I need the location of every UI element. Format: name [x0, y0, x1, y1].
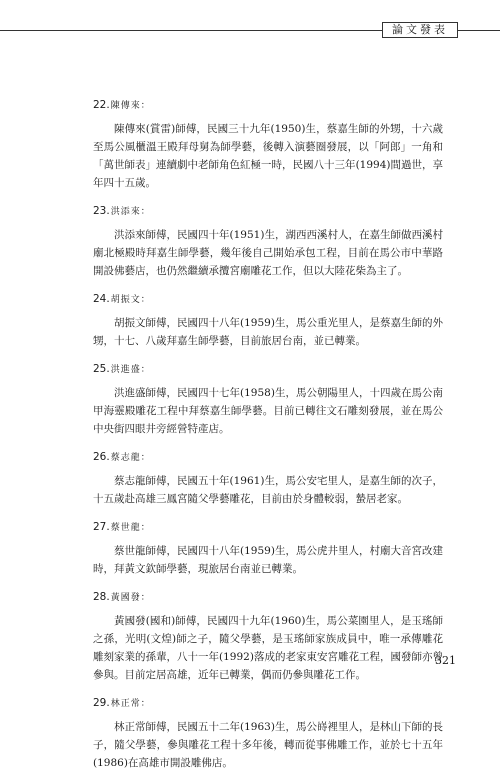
entry — [93, 520, 443, 578]
entry-heading — [93, 520, 443, 534]
entry-heading — [93, 362, 443, 376]
section-label: 論文發表 — [382, 22, 458, 38]
entry-number: 24. — [93, 293, 110, 305]
entry-paragraph: 陳傳來(賞雷)師傅，民國三十九年(1950)生，蔡嘉生師的外甥，十六歲至馬公風櫃溫王殿拜母舅為師學藝，後轉入演藝圈發展，以「阿郎」一角和「萬世師表」連續劇中老師角色紅極一時，民國八十三年(1994)間過世，享年四十五歲。 — [93, 123, 443, 189]
entry-number: 29. — [93, 697, 110, 709]
entry-name: 黃國發： — [110, 593, 151, 603]
entry-heading — [93, 696, 443, 710]
entry-name: 蔡志龍： — [110, 453, 151, 463]
entry-paragraph: 洪進盛師傅，民國四十七年(1958)生，馬公朝陽里人，十四歲在馬公南甲海靈殿雕花工程中拜蔡嘉生師學藝。目前已轉往文石雕刻發展，並在馬公中央街四眼井旁經營特產店。 — [93, 387, 443, 435]
article-body — [93, 98, 443, 784]
entry-name: 胡振文： — [110, 295, 151, 305]
entry-number: 22. — [93, 99, 110, 111]
entry — [93, 204, 443, 280]
entry-paragraph: 黃國發(國和)師傅，民國四十九年(1960)生，馬公菜園里人，是玉瑤師之孫，光明(文煌)師之子，隨父學藝，是玉瑤師家族成員中，唯一承傳雕花雕刻家業的孫輩，八十一年(1992)落成的老家東安宮雕花工程，國發師亦曾參與。目前定居高雄，近年已轉業，偶而仍參與雕花工作。 — [93, 615, 443, 681]
entry-heading — [93, 98, 443, 112]
entry — [93, 98, 443, 192]
entry-paragraph: 林正常師傅，民國五十二年(1963)生，馬公嵵裡里人，是林山下師的長子，隨父學藝，參與雕花工程十多年後，轉而從事佛雕工作，並於七十五年(1986)在高雄市開設雕佛店。 — [93, 721, 443, 769]
entry — [93, 362, 443, 438]
entry-name: 洪添來： — [110, 207, 151, 217]
page-number: 321 — [435, 654, 456, 667]
entry-paragraph: 胡振文師傅，民國四十八年(1959)生，馬公重光里人，是蔡嘉生師的外甥，十七、八歲拜嘉生師學藝，目前旅居台南，並已轉業。 — [93, 317, 443, 347]
entry-name: 洪進盛： — [110, 365, 151, 375]
entry-number: 28. — [93, 591, 110, 603]
entry-paragraph: 蔡世龍師傅，民國四十八年(1959)生，馬公虎井里人，村廟大音宮改建時，拜黃文欽師學藝，現旅居台南並已轉業。 — [93, 545, 443, 575]
entry — [93, 292, 443, 350]
entry-paragraph: 蔡志龍師傅，民國五十年(1961)生，馬公安宅里人，是嘉生師的次子，十五歲赴高雄三鳳宮隨父學藝雕花，目前由於身體較弱，蟄居老家。 — [93, 475, 443, 505]
entry-heading — [93, 450, 443, 464]
entry-heading — [93, 590, 443, 604]
entry — [93, 450, 443, 508]
entry-number: 27. — [93, 521, 110, 533]
entry-number: 23. — [93, 205, 110, 217]
entry-heading — [93, 204, 443, 218]
entry-heading — [93, 292, 443, 306]
entry-number: 26. — [93, 451, 110, 463]
entry — [93, 696, 443, 772]
entry-paragraph: 洪添來師傅，民國四十年(1951)生，湖西西溪村人，在嘉生師做西溪村廟北極殿時拜嘉生師學藝，幾年後自己開始承包工程，目前在馬公市中華路開設佛藝店，也仍然繼續承攬宮廟雕花工作，但以大陸花柴為主了。 — [93, 229, 443, 277]
entry-name: 林正常： — [110, 699, 151, 709]
entry — [93, 590, 443, 684]
entry-name: 蔡世龍： — [110, 523, 151, 533]
entry-number: 25. — [93, 363, 110, 375]
entry-name: 陳傳來： — [110, 101, 151, 111]
